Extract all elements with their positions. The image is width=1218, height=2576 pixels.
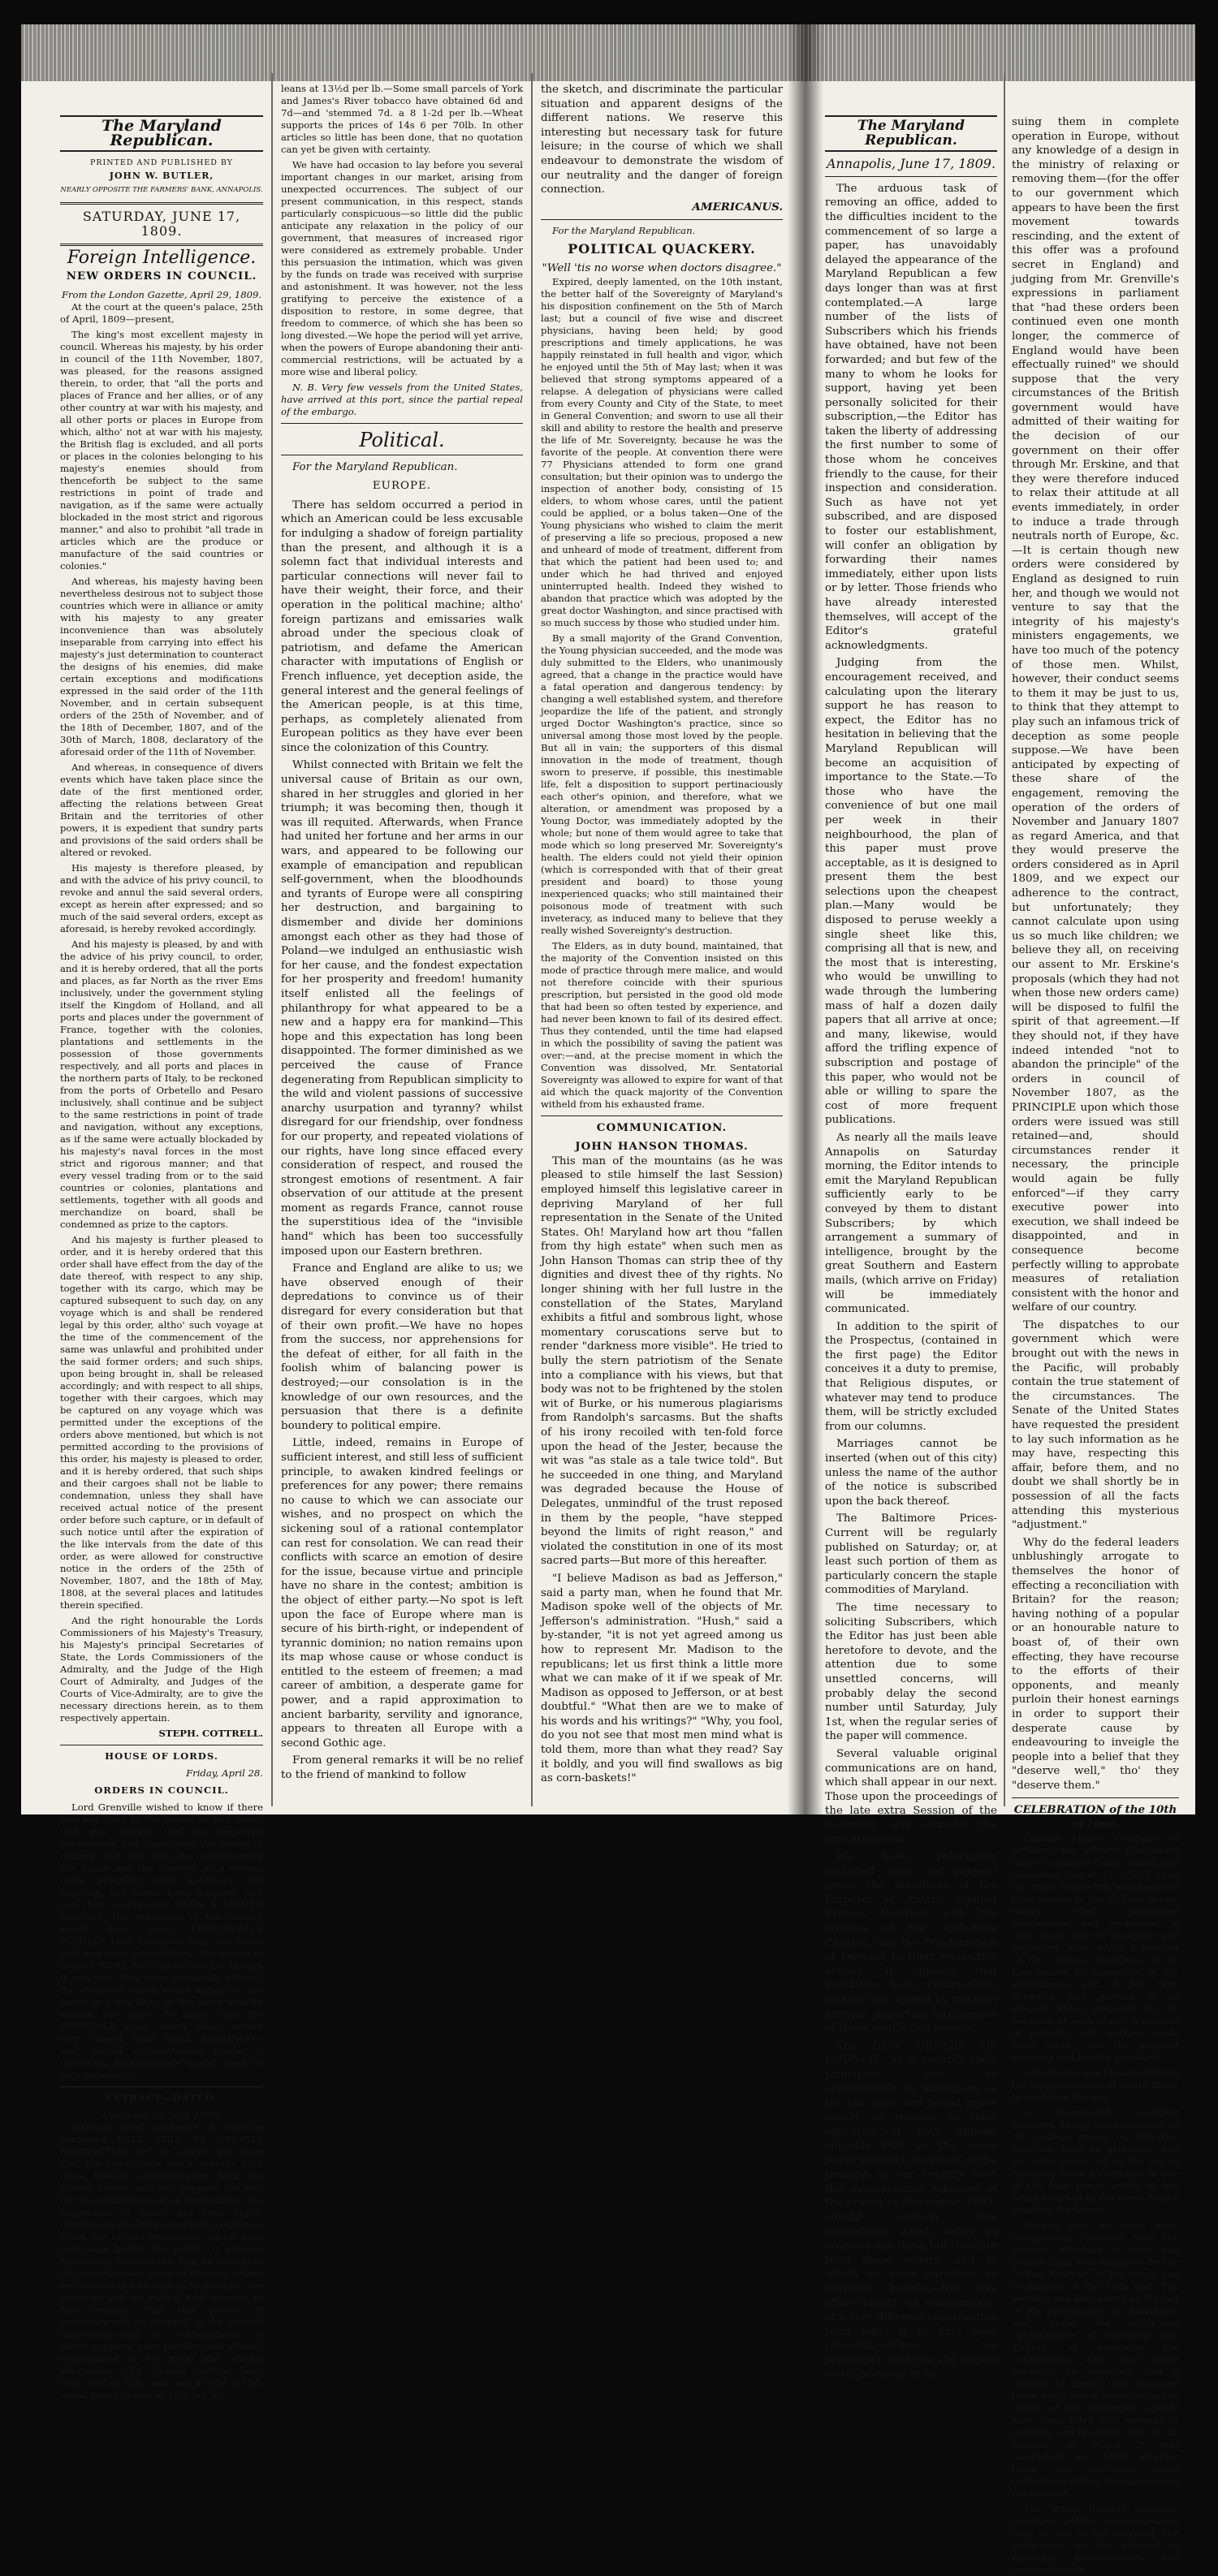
printer-line: PRINTED AND PUBLISHED BY <box>89 158 234 168</box>
masthead-left: The Maryland Republican. <box>60 115 263 152</box>
paragraph: And whereas, his majesty having been nevertheless desirous not to subject those countries which were in alliance or amity with his majesty to any greater inconvenience than was absolutely inseparable from carrying into effect his majesty's just determination to counteract the designs of his enemies, did make certain exceptions and modifications expressed in the said order of the 11th November, and in certain subsequent orders of the 25th of November, and of the 18th of December, 1807, and of the 30th of March, 1808, declaratory of the aforesaid order of the 11th of November. <box>60 575 263 757</box>
column-4 <box>825 115 997 2381</box>
paragraph: As nearly all the mails leave Annapolis on Saturday morning, the Editor intends to emit the Maryland Republican sufficiently early to be conveyed by them to distant Subscribers; by which arrangement a summary of intelligence, brought by the great Southern and Eastern mails, (which arrive on Friday) will be immediately communicated. <box>825 1131 997 1316</box>
paragraph: From general remarks it will be no relief to the friend of mankind to follow <box>281 1754 523 1782</box>
headline-europe: EUROPE. <box>372 480 432 493</box>
paragraph: Little, indeed, remains in Europe of sufficient interest, and still less of sufficient principle, to awaken kindred feelings or preferences for any power; there remains no cause to which we can associate our wishes, and no prospect on which the sickening soul of a rational contemplator can rest for consolation. We can read their conflicts with scarce an emotion of desire for the issue, because virtue and principle have no share in the contest; ambition is the object of either party.—No spot is left upon the face of Europe where man is secure of his birth-right, or independent of tyrannic dominion; no nation remains upon its map whose cause or whose conduct is entitled to the esteem of freemen; a mad career of ambition, a desperate game for power, and a rapid approximation to ancient barbarity, servility and ignorance, appears to threaten all Europe with a second Gothic age. <box>281 1437 523 1750</box>
paragraph: We have reluctantly excluded from our present paper the manifesto of the Emperor of Austria against France, together with the address of the Arch-duke Charles, and the Proclamation of Davoust to their respective armies. It appears that hostilities have commenced, and we may expect by the next arrivals, important intelligence of these conflicting powers. <box>825 1851 997 2035</box>
paragraph: The time necessary to soliciting Subscribers, which the Editor has just been able heretofore to devote, and the attention due to some unsettled concerns, will probably delay the second number until Saturday, July 1st, when the regular series of the paper will commence. <box>825 1601 997 1743</box>
column-5 <box>1012 115 1179 2575</box>
paragraph: Whilst connected with Britain we felt the universal cause of Britain as our own, shared in her struggles and gloried in her triumph; it was becoming then, though it was ill requited. Afterwards, when France had united her fortune and her arms in our wars, and appeared to be following our example of emancipation and republican self-government, when the bloodhounds and tyrants of Europe were all conspiring her destruction, and bargaining to dismember and divide her dominions amongst each other as they had those of Poland—we indulged an enthusiastic wish for her cause, and the fondest expectation for her prosperity and freedom! humanity itself enlisted all the feelings of philanthropy for what appeared to be a new and a happy era for mankind—This hope and this expectation has long been disappointed. The former diminished as we perceived the cause of France degenerating from Republican simplicity to the wild and violent passions of successive anarchy usurpation and tyranny? whilst disregard for our friendship, over fondness for our property, and repeated violations of our rights, have long since effaced every consideration of respect, and roused the strongest emotions of resentment. A fair observation of our attitude at the present moment as regards France, cannot rouse the superstitious idea of the "invisible hand" which has been too successfully imposed upon our Eastern brethren. <box>281 759 523 1258</box>
paragraph: And his majesty is pleased, by and with the advice of his privy council, to order, and it is hereby ordered, that all the ports and places, as far North as the river Ems inclusively, under the government styling itself the Kingdom of Holland, and all ports and places under the government of France, together with the colonies, plantations and settlements in the possession of those governments respectively, and all ports and places in the northern parts of Italy, to be reckoned from the ports of Orbetello and Pesaro inclusively, shall continue and be subject to the same restrictions in point of trade and navigation, without any exceptions, as if the same were actually blockaded by his majesty's naval forces in the most strict and rigorous manner; and that every vessel trading from or to the said countries or colonies, plantations and settlements, together with all goods and merchandize on board, shall be condemned as prize to the captors. <box>60 938 263 1230</box>
dateline: At the court at the queen's palace, 25th of April, 1809—present, <box>60 300 263 325</box>
column-1 <box>60 115 263 2401</box>
annapolis-dateline: Annapolis, June 17, 1809. <box>826 156 996 172</box>
paragraph: suing them in complete operation in Europe, without any knowledge of a design in the ministry of relaxing or removing them—(for the offer to our government which appears to have been the first movement towards rescinding, and the extent of this offer was a profound secret in England) and judging from Mr. Grenville's expressions in parliament that "had these orders been continued even one month longer, the commerce of England would have been effectually ruined" we should suppose that the very circumstances of the British government would have admitted of their waiting for the decision of our government on their offer through Mr. Erskine, and that they were therefore induced to relax their attitude at all events immediately, in order to induce a trade through neutrals north of Europe, &c.—It is certain though new orders were considered by England as designed to ruin her, and though we would not venture to say that the integrity of his majesty's ministers engagements, we have too much of the potency of those men. Whilst, however, their conduct seems to them it may be just to us, to think that they attempt to play such an infamous trick of deception as some people suppose.—We have been anticipated by expecting of these share of the engagement, removing the operation of the orders of November and January 1807 as regard America, and that they would preserve the orders considered as in April 1809, and we expect our adherence to the contract, but unfortunately; they cannot calculate upon using us so much like children; we believe they all, on receiving our assent to Mr. Erskine's proposals (which they had not when those new orders came) will be disposed to fulfil the spirit of that agreement.—If they should not, if they have indeed intended "not to abandon the principle" of the orders in council of November 1807, as the PRINCIPLE upon which those orders were issued was still retained—and, should circumstances render it necessary, the principle would again be fully enforced"—if they carry executive power into execution, we shall indeed be disappointed, and in consequence become perfectly willing to approbate measures of retaliation consistent with the honor and welfare of our country. <box>1012 116 1179 1314</box>
issue-date: SATURDAY, JUNE 17, 1809. <box>82 209 241 239</box>
paragraph: In addition to the spirit of the Prospectus, (contained in the first page) the Editor conceives it a duty to premise, that Religious disputes, or whatever may tend to produce them, will be strictly excluded from our columns. <box>825 1320 997 1433</box>
paragraph: Why do the federal leaders unblushingly arrogate to themselves the honor of effecting a reconciliation with Britain? for the reason; having nothing of a popular or an honourable nature to boast of, of their own effecting, they have recourse to the efforts of their opponents, and meanly purloin their honest earnings in order to support their desperate cause by endeavouring to inveigle the people into a belief that they "deserve well," tho' they "deserve them." <box>1012 1536 1179 1792</box>
paragraph: The Baltimore Prices-Current will be regularly published on Saturday; or, at least such portion of them as particularly concern the staple commodities of Maryland. <box>825 1512 997 1597</box>
masthead-right: The Maryland Republican. <box>825 115 997 152</box>
paragraph: By a small majority of the Grand Convention, the Young physician succeeded, and the mode was duly submitted to the Elders, who unanimously agreed, that a change in the practice would have a fatal operation and dangerous tendency: by changing a well established system, and therefore jeopardize the life of the patient, and strongly urged Doctor Washington's practice, since so universal among those most loved by the people. But all in vain; the supporters of this dismal innovation in the mode of treatment, though sworn to preserve, if possible, this inestimable life, felt a disposition to support pertinaciously each other's opinion, and therefore, what we alteration, or amendment was proposed by a Young Doctor, was immediately adopted by the whole; but none of them would agree to take that mode which so long preserved Mr. Sovereignty's health. The elders could not yield their opinion (which is corresponded with that of their great president and board) to those young inexperienced quacks; who still maintained their poisonous mode of treatment with such inveteracy, as induced many to believe that they really wished Sovereignty's destruction. <box>541 632 783 936</box>
column-3 <box>541 83 783 1798</box>
paragraph: Expired, deeply lamented, on the 10th instant, the better half of the Sovereignty of Maryland's his disposition confinement on the 5th of March last; but a council of five wise and discreet physicians, having been held; by good prescriptions and timely applications, he was happily reinstated in full health and vigor, which he enjoyed until the 5th of May last; when it was believed that strong symptoms appeared of a relapse. A delegation of physicians were called from every County and City of the State, to meet in General Convention; and sworn to use all their skill and ability to restore the health and preserve the life of Mr. Sovereignty, because he was the favorite of the people. At convention there were 77 Physicians attended to form one grand consultation; but their opinion was to undergo the inspection of another body, consisting of 15 elders, to whom whose cares, until the patient could be applied, or a bolus taken—One of the Young physicians who wished to claim the merit of preserving a life so precious, proposed a new and unheard of mode of treatment, different from that which the patient had been used to; and under which he had thrived and enjoyed uninterrupted health. Indeed they wished to abandon that practice which was adopted by the great doctor Washington, and since practised with so much success by those who studied under him. <box>541 275 783 628</box>
paragraph: We have had occasion to lay before you several important changes in our market, arising from unexpected occurrences. The subject of our present communication, in this respect, stands particularly conspicuous—so little did the public anticipate any relaxation in the policy of our government, that measures of increased rigor were considered as extremely probable. Under this persuasion the intimation, which was given by the funds on trade was received with surprise and astonishment. It was however, not the less gratifying to perceive the existence of a disposition to restore, in some degree, that freedom to commerce, of which she has been so long divested.—We hope the period will yet arrive, when the powers of Europe abandoning their anti-commercial restrictions, will be actuated by a more wise and liberal policy. <box>281 159 523 378</box>
headline-house-of-lords: HOUSE OF LORDS. <box>105 1750 218 1762</box>
motto: "Well 'tis no worse when doctors disagree." <box>542 261 782 274</box>
extract-date: Liverpool, 2d May, 1809. <box>102 2108 221 2121</box>
paragraph: The arduous task of removing an office, added to the difficulties incident to the commencement of so large a paper, has unavoidably delayed the appearance of the Maryland Republican a few days longer than was at first contemplated.—A large number of the lists of Subscribers which his friends have obtained, have not been forwarded; and but few of the many to whom he looks for support, having yet been personally solicited for their subscription,—the Editor has taken the liberty of addressing the first number to some of those whom he conceives friendly to the cause, for their inspection and consideration. Such as have not yet subscribed, and are disposed to foster our establishment, will confer an obligation by forwarding their names immediately, either upon lists or by letter. Those friends who have already interested themselves, will accept of the Editor's grateful acknowledgments. <box>825 182 997 652</box>
headline-orders-in-council: ORDERS IN COUNCIL. <box>94 1784 229 1796</box>
for-line: For the Maryland Republican. <box>292 460 458 473</box>
paragraph: The king's most excellent majesty in council. Whereas his majesty, by his order in council of the 11th November, 1807, was pleased, for the reasons assigned therein, to order, that "all the ports and places of France and her allies, or of any other country at war with his majesty, and all other ports or places in Europe from which, altho' not at war with his majesty, the British flag is excluded, and all ports or places in the colonies belonging to his majesty's enemies should from thenceforth be subject to the same restrictions in point of trade and navigation, as if the same were actually blockaded in the most strict and rigorous manner," and also to prohibit "all trade in articles which are the produce or manufacture of the said countries or colonies." <box>60 328 263 572</box>
column-rule <box>531 73 533 1806</box>
paragraph: Captain Muir's Company of Artillery—the infantry Companies under command Capts. Duvall and Gassaway, met at 11 o'clock upon the State House hill, and marched from thence to the College green, where they performed manoeuvres and evolutions in their usual style of discipline and regularity. After which a number of the citizens, members of the Legislature, &c assembled at Mr. Willigman's, and at Mr. Wm. Brewer's, and partook of an elegant dinner prepared for the occasion at each place. A number of patriotic and spirited toasts were drank, and the greatest harmony and hilarity prevailed. <box>1012 1832 1179 2063</box>
paragraph: "I believe Madison as bad as Jefferson," said a party man, when he found that Mr. Madison spoke well of the objects of Mr. Jefferson's administration. "Hush," said a by-stander, "it is not yet agreed among us how to represent Mr. Madison to the republicans; let us first think a little more what we can make of it if we speak of Mr. Madison as opposed to Jefferson, or at best doubtful." "What then are we to make of his words and his writings?" "Why, you fool, do you not see that most men mind what is told them, more than what they read? Say it boldly, and you will find swallows as big as corn-baskets!" <box>541 1572 783 1785</box>
paragraph: The NEW ORDERS OF COUNCIL, as it regards their principles, are as objectionable to Americans as the old ones, and would prove nearly as ruinous in their operation.—It may appear, singular that in the same paper in which we boast of the triumph of our country over the monopolizing schemes of the orders of November, 1807, should contain new regulations which differ in scarcely any thing but the date from those orders: and to which we avow ourselves as perfectly hostile.—But this affair admits, on examination, of a very different construction from what it at first view presents.—When we remember that the old orders were, previous to its <box>825 2039 997 2381</box>
torn-top-edge <box>21 24 1195 81</box>
paragraph: A barbacue was likewise held in the neighbourhood of South River, to celebrate the day. <box>1012 2066 1179 2103</box>
paragraph: His majesty is therefore pleased, by and with the advice of his privy council, to revoke and annul the said several orders, except as herein after expressed; and so much of the said several orders, except as aforesaid, is hereby revoked accordingly. <box>60 861 263 934</box>
paragraph: There has seldom occurred a period in which an American could be less excusable for indulging a shadow of foreign partiality than the present, and although it is a solemn fact that individual interests and particular connections will never fail to have their weight, their force, and their operation in the political machine; altho' foreign partizans and emissaries walk abroad under the specious cloak of patriotism, and defame the American character with imputations of English or French influence, yet deception aside, the general interest and the general feelings of the American people, is at this time, perhaps, as completely alienated from European politics as they have ever been since the colonization of this Country. <box>281 498 523 754</box>
paragraph: Although your commerce, it must be confessed WILL STILL BE GREATLY RESTRICTED, yet we cannot but hope that the regulations are a prelude to a more friendly understanding with the United States, and will prepare the way for the restoration of an intercourse, the suspension of which has been highly injurious to the interest of both countries. From the official documents which have just come before the public, it appears reasonable to conclude, that as several of the objectionable parts of the late orders are rescinded with regard to America, the embargo will be raised with respect to this country. That this course of procedure will be adopted, is the general impression—and, in contemplation of direct supplies, your produce has already experienced a very great and serious depression.—Old Upland cottons have been sold at 12d., and new at 14d. a 15d.—and New Orleans at 13d. per lb. <box>60 2121 263 2401</box>
signoff-americanus: AMERICANUS. <box>692 200 783 214</box>
paragraph: And whereas, in consequence of divers events which have taken place since the date of the first mentioned order, affecting the relations between Great Britain and the territories of other powers, it is expedient that sundry parts and provisions of the said orders shall be altered or revoked. <box>60 761 263 858</box>
paragraph: Several valuable original communications are on hand, which shall appear in our next. Those upon the proceedings of the late extra Session of the Assembly, will demand the first attention. <box>825 1747 997 1846</box>
newspaper-page <box>21 24 1195 2575</box>
paragraph: N. B. Very few vessels from the United States, have arrived at this port, since the partial repeal of the embargo. <box>281 382 523 417</box>
headline-new-orders: NEW ORDERS IN COUNCIL. <box>66 270 257 283</box>
section-title-foreign: Foreign Intelligence. <box>67 247 257 268</box>
paragraph: This man of the mountains (as he was pleased to stile himself the last Session) employed himself this legislative career in depriving Maryland of her full representation in the Senate of the United States. Oh! Maryland how art thou "fallen from thy high estate" when such men as John Hanson Thomas can strip thee of thy dignities and divest thee of thy rights. No longer shining with her full lustre in the constellation of the States, Maryland exhibits a fitful and sombrous light, whose momentary coruscations serve but to render "darkness more visible". He tried to bully the stern patriotism of the Senate into a compliance with his views, but that body was not to be frightened by the stolen wit of Burke, or his numerous plagiarisms from Randolph's sarcasms. But the shafts of his irony recoiled with ten-fold force upon the head of the Jester, because the wit was "as stale as a tale twice told". But he succeeded in one thing, and Maryland was degraded because the House of Delegates, unmindful of the trust reposed in them by the people, "have stepped beyond the limits of right reason," and violated the constitution in one of its most sacred parts—But more of this hereafter. <box>541 1154 783 1568</box>
source-line: From the London Gazette, April 29, 1809. <box>61 288 262 300</box>
headline-extract: EXTRACT—DATED, <box>105 2091 218 2104</box>
publisher-address: NEARLY OPPOSITE THE FARMERS' BANK, ANNAPOLIS. <box>60 185 263 194</box>
headline-political-quackery: POLITICAL QUACKERY. <box>568 241 756 257</box>
paragraph: leans at 13½d per lb.—Some small parcels of York and James's River tobacco have obtained 6d and 7d—and 'stemmed 7d. a 8 1-2d per lb.—Wheat supports the prices of 14s 6 per 70lb. In other articles so little has been done, that no quotation can yet be given with certainty. <box>281 83 523 155</box>
paragraph: The Elders, as in duty bound, maintained, that the majority of the Convention insisted on this mode of practice through mere malice, and would not therefore coincide with their spurious prescription, but persisted in the good old mode that had been so often tested by experience, and had never been known to fail of its desired effect. Thus they contended, until the time had elapsed in which the possibility of saving the patient was over:—and, at the precise moment in which the Convention was dissolved, Mr. Sentatorial Sovereignty was allowed to expire for want of that aid which the quack majority of the Convention witheld from his exhausted frame. <box>541 939 783 1110</box>
column-rule <box>1004 73 1005 1806</box>
page-fold <box>788 24 823 1814</box>
lords-date: Friday, April 28. <box>186 1767 263 1779</box>
column-rule <box>271 73 273 1806</box>
publisher-name: JOHN W. BUTLER, <box>109 170 214 182</box>
column-2 <box>281 83 523 1798</box>
signature: STEPH. COTTRELL. <box>158 1727 263 1739</box>
paragraph: Marriages cannot be inserted (when out of this city) unless the name of the author of the notice is subscribed upon the back thereof. <box>825 1438 997 1508</box>
communication-name: JOHN HANSON THOMAS. <box>575 1140 749 1154</box>
paragraph: And the right honourable the Lords Commissioners of his Majesty's Treasury, his Majesty's principal Secretaries of State, the Lords Commissioners of the Admiralty, and the Judge of the High Court of Admiralty, and Judges of the Courts of Vice-Admiralty, are to give the necessary directions herein, as to them respectively appertain. <box>60 1614 263 1724</box>
headline-communication: COMMUNICATION. <box>596 1120 728 1134</box>
paragraph: Lord Grenville wished to know if there was any truth in the report he had heard that day, namely that his majesty's government had abandoned the orders in council. If it was true, he congratulated the house and the country, as a system more pregnant with weakness and impolicy, had never been adopted, and had they continued it EVEN A MONTH LONGER, the commerce of the country would have been EFFECTUALLY RUINED! Lord Liverpool said, the noble lord had been misinformed; the orders in council WERE NOT ABANDONED, though it was true they were materially altered, the extent of which would appear to the house in a few days. At the same time he wished the house to know, that the PRINCIPLE upon which those orders were issued, WAS STILL RETAINED—and, should circumstances render it necessary, that principle would again be fully enforced!! <box>60 1801 263 2081</box>
paragraph: A disagreeable accident occurred during the evolutions on the College green, on Saturday last—Mr. King an artillerist, had his hand blown off in the act of ramming home a cartridge in one of the field pieces owing to fire being retained in the piece from a previous discharge. <box>1012 2106 1179 2216</box>
paragraph: And his majesty is further pleased to order, and it is hereby ordered that this order shall have effect from the day of the date thereof, with respect to any ship, together with its cargo, which may be captured subsequent to such day, on any voyage which is and shall be rendered legal by this order, altho' such voyage at the time of the commencement of the same was unlawful and prohibited under the said former orders; and such ships, upon being brought in, shall be released accordingly; and with respect to all ships, together with their cargoes, which may be captured on any voyage which was permitted under the exceptions of the orders above mentioned, but which is not permitted according to the provisions of this order, his majesty is pleased to order, and it is hereby ordered, that such ships and their cargoes shall not be liable to condemnation, unless they shall have received actual notice of the present order before such capture, or in default of such notice until after the expiration of the like intervals from the date of this order, as were allowed for constructive notice in the orders of the 25th of November, 1807, and the 18th of May, 1808, at the several places and latitudes therein specified. <box>60 1233 263 1611</box>
section-title-political: Political. <box>359 429 445 451</box>
paragraph: France and England are alike to us; we have observed enough of their depredations to convince us of their disregard for every consideration but that of their own profit.—We have no hopes from the success, nor apprehensions for the defeat of either, for all faith in the foolish whim of balancing power is destroyed;—our consolation is in the knowledge of our own resources, and the persuasion that there is a definite boundery to political empire. <box>281 1262 523 1432</box>
paragraph: the sketch, and discriminate the particular situation and apparent designs of the different nations. We reserve this interesting but necessary task for future leisure; in the course of which we shall endeavour to demonstrate the wisdom of our neutrality and the danger of foreign connection. <box>541 84 783 196</box>
for-line: For the Maryland Republican. <box>552 225 696 237</box>
paragraph: Seldom have we been more unexpectedly gratified with the genuine effusions of taste and genius, than was exhibited by the "infant Roscius" in his songs and recitations of the 15th inst. The evening was announced as the last of his performance in Annapolis; and, under the injudicious circumstance of admitting with Tickets of expences the consequence was, what might naturally be expected, that a number of unruly boys occupied those seats which (considering the merits of the Performer) should have been filled with persons of maturity and liberality. But, in the manner, in which it was conducted, we doubt whether there was sufficient funds collected to defray the expences of the evening. <box>1012 2219 1179 2499</box>
paragraph: Judging from the encouragement received, and calculating upon the literary support he has reason to expect, the Editor has no hesitation in believing that the Maryland Republican will become an acquisition of importance to the State.—To those who have the convenience of but one mail per week in their neighbourhood, the plan of this paper must prove acceptable, as it is designed to present them the best selections upon the cheapest plan.—Many would be disposed to peruse weekly a single sheet like this, comprising all that is new, and the most that is interesting, who would be unwilling to wade through the lumbering mass of half a dozen daily papers that all arrive at once; and many, likewise, would afford the trifling expence of subscription and postage of this paper, who would not be able or willing to spare the cost of more frequent publications. <box>825 657 997 1127</box>
headline-celebration: CELEBRATION of the 10th of June. <box>1013 1803 1177 1832</box>
paragraph: The "infant Roscius" certainly deserves better encouragement than he has as yet received—the proficiency he has attained in elocution, pronunciation, and comprehension <box>1012 2502 1179 2575</box>
paragraph: The dispatches to our government which were brought out with the news in the Pacific, will probably contain the true statement of the circumstances. The Senate of the United States have requested the president to lay such information as he may have, respecting this affair, before them, and no doubt we shall shortly be in possession of all the facts attending this mysterious "adjustment." <box>1012 1318 1179 1532</box>
